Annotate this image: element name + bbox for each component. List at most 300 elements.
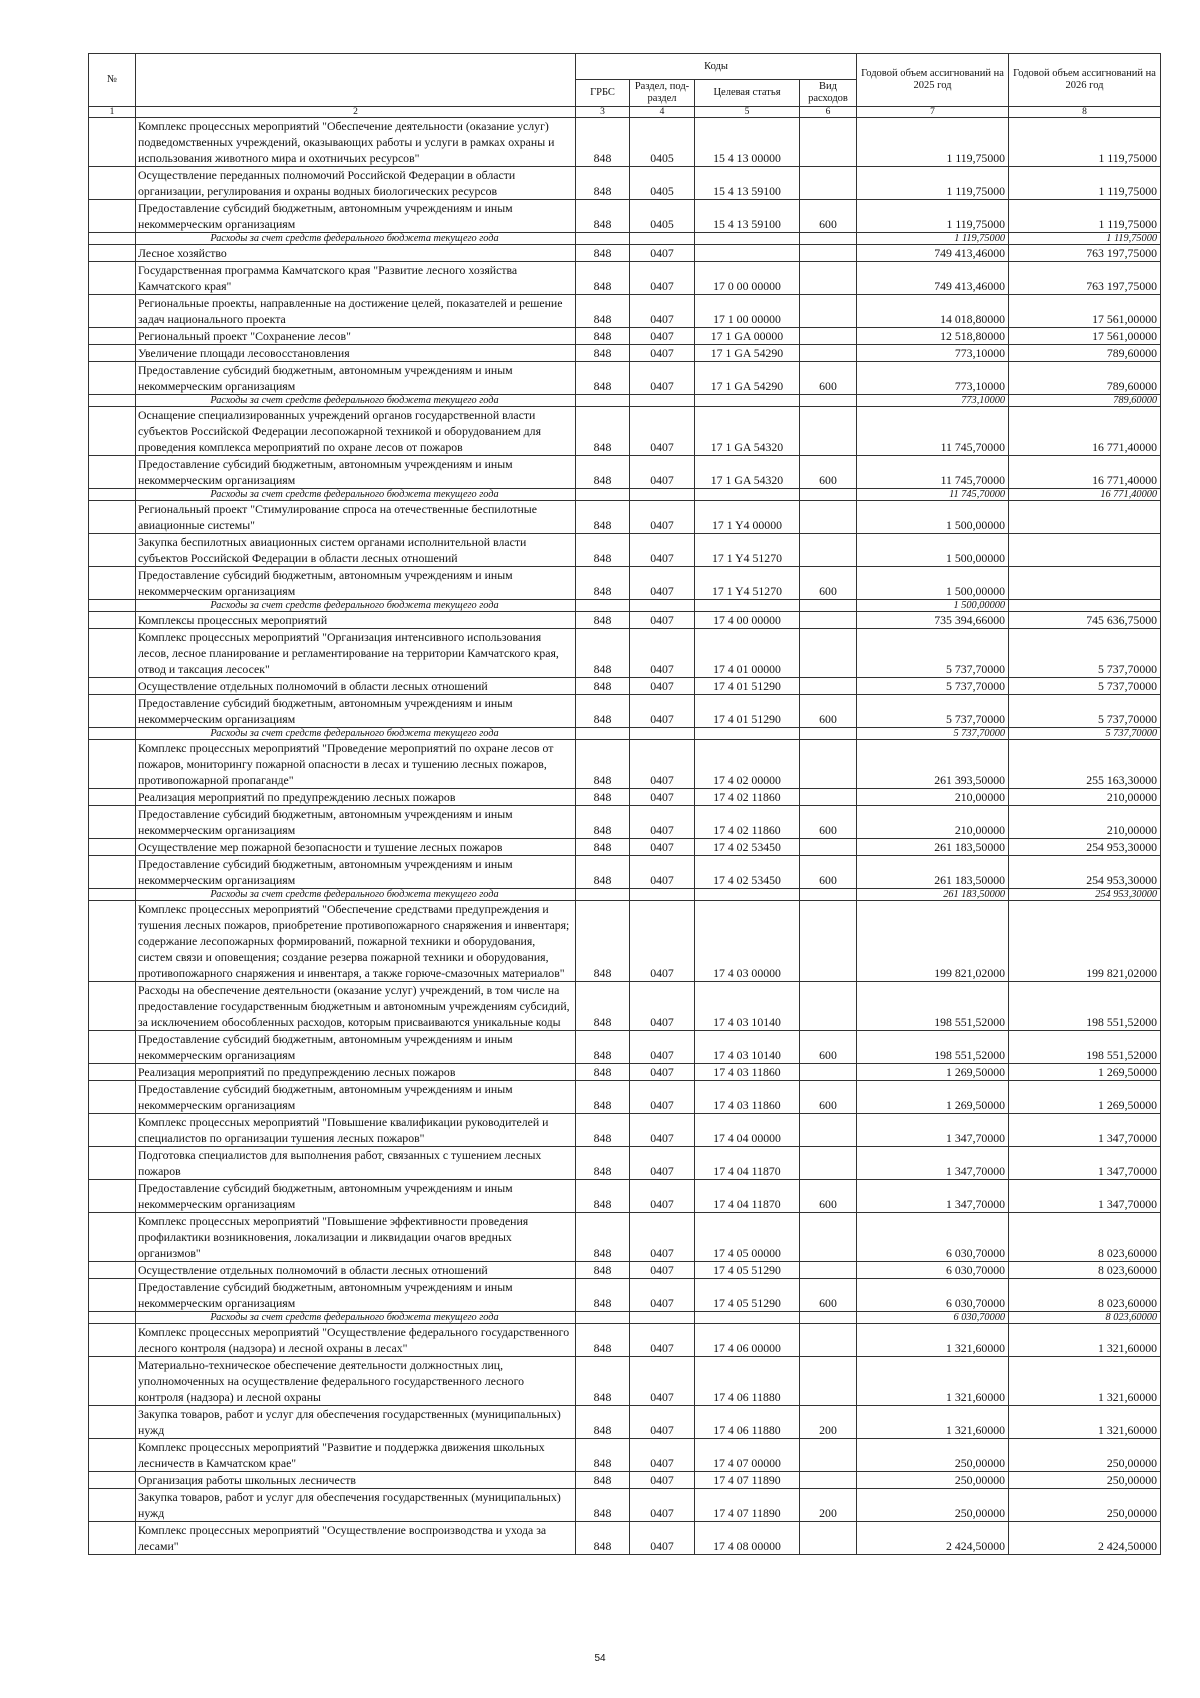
column-number: 1: [89, 107, 136, 118]
cell-y2026: 210,00000: [1009, 789, 1161, 806]
cell-y2025: 1 321,60000: [857, 1406, 1009, 1439]
cell-number: [89, 695, 136, 728]
cell-name: Комплекс процессных мероприятий "Обеспечение средствами предупреждения и тушения лесных пожаров, приобретение противопожарного снаряжения и инвентаря; содержание лесопожарных формирований, пожарной техники и оборудования, систем связи и оповещения; создание резерва пожарной техники и оборудования, противопожарного снаряжения и инвентаря, а также горюче-смазочных материалов": [136, 901, 576, 982]
cell-y2026: [1009, 534, 1161, 567]
cell-cel: 17 4 03 10140: [695, 982, 800, 1031]
page-number: 54: [594, 1653, 606, 1664]
table-row: [89, 982, 1161, 1031]
cell-number: [89, 345, 136, 362]
cell-y2025: 5 737,70000: [857, 728, 1009, 740]
cell-razdel: 0407: [630, 695, 695, 728]
cell-cel: 17 1 GA 54290: [695, 362, 800, 395]
cell-y2025: 261 393,50000: [857, 740, 1009, 789]
budget-table-sheet: [88, 53, 1160, 1555]
cell-number: [89, 1031, 136, 1064]
cell-number: [89, 1064, 136, 1081]
cell-razdel: 0407: [630, 245, 695, 262]
cell-name: Комплекс процессных мероприятий "Повышение квалификации руководителей и специалистов по организации тушения лесных пожаров": [136, 1114, 576, 1147]
cell-y2025: 12 518,80000: [857, 328, 1009, 345]
table-row: [89, 534, 1161, 567]
cell-y2026: 17 561,00000: [1009, 295, 1161, 328]
cell-grbs: 848: [576, 1357, 630, 1406]
cell-number: [89, 600, 136, 612]
cell-y2026: 250,00000: [1009, 1439, 1161, 1472]
cell-razdel: [630, 489, 695, 501]
cell-y2025: 261 183,50000: [857, 856, 1009, 889]
cell-y2025: 1 500,00000: [857, 534, 1009, 567]
cell-y2026: 5 737,70000: [1009, 629, 1161, 678]
cell-cel: [695, 233, 800, 245]
cell-cel: [695, 600, 800, 612]
table-row: [89, 1114, 1161, 1147]
cell-y2025: 11 745,70000: [857, 407, 1009, 456]
cell-y2025: 250,00000: [857, 1439, 1009, 1472]
cell-grbs: 848: [576, 200, 630, 233]
table-row: [89, 740, 1161, 789]
cell-y2026: 789,60000: [1009, 395, 1161, 407]
cell-number: [89, 1439, 136, 1472]
cell-cel: 17 4 02 53450: [695, 856, 800, 889]
cell-grbs: 848: [576, 1262, 630, 1279]
cell-vid: [800, 728, 857, 740]
header-2026: Годовой объем ассигнований на 2026 год: [1009, 54, 1161, 107]
cell-y2026: 5 737,70000: [1009, 728, 1161, 740]
cell-y2025: 5 737,70000: [857, 695, 1009, 728]
cell-y2026: 1 119,75000: [1009, 118, 1161, 167]
cell-vid: [800, 233, 857, 245]
cell-razdel: 0407: [630, 982, 695, 1031]
cell-y2025: 1 119,75000: [857, 200, 1009, 233]
cell-cel: [695, 889, 800, 901]
cell-vid: [800, 839, 857, 856]
table-row: [89, 1406, 1161, 1439]
cell-grbs: 848: [576, 1147, 630, 1180]
cell-vid: 600: [800, 1279, 857, 1312]
table-row: [89, 1031, 1161, 1064]
cell-vid: 600: [800, 1081, 857, 1114]
cell-y2025: 250,00000: [857, 1489, 1009, 1522]
cell-name: Комплекс процессных мероприятий "Развитие и поддержка движения школьных лесничеств в Камчатском крае": [136, 1439, 576, 1472]
cell-number: [89, 245, 136, 262]
cell-razdel: 0407: [630, 1114, 695, 1147]
cell-vid: [800, 629, 857, 678]
cell-vid: [800, 1213, 857, 1262]
cell-y2025: 773,10000: [857, 345, 1009, 362]
header-2025: Годовой объем ассигнований на 2025 год: [857, 54, 1009, 107]
cell-number: [89, 1312, 136, 1324]
cell-vid: [800, 167, 857, 200]
column-number: 8: [1009, 107, 1161, 118]
cell-name: Осуществление переданных полномочий Российской Федерации в области организации, регулирования и охраны водных биологических ресурсов: [136, 167, 576, 200]
cell-vid: [800, 1312, 857, 1324]
cell-vid: [800, 1114, 857, 1147]
cell-vid: [800, 262, 857, 295]
cell-y2025: 1 347,70000: [857, 1180, 1009, 1213]
cell-name: Организация работы школьных лесничеств: [136, 1472, 576, 1489]
cell-number: [89, 200, 136, 233]
header-codes: Коды: [576, 54, 857, 80]
cell-cel: 17 4 05 51290: [695, 1262, 800, 1279]
cell-vid: [800, 1324, 857, 1357]
table-row: [89, 1213, 1161, 1262]
cell-y2025: 199 821,02000: [857, 901, 1009, 982]
cell-number: [89, 728, 136, 740]
table-row: [89, 362, 1161, 395]
cell-name: Закупка товаров, работ и услуг для обеспечения государственных (муниципальных) нужд: [136, 1489, 576, 1522]
cell-razdel: 0407: [630, 328, 695, 345]
cell-y2025: 6 030,70000: [857, 1279, 1009, 1312]
cell-vid: [800, 345, 857, 362]
table-row: [89, 345, 1161, 362]
cell-grbs: 848: [576, 1031, 630, 1064]
cell-y2025: 6 030,70000: [857, 1213, 1009, 1262]
column-number: 2: [136, 107, 576, 118]
cell-grbs: [576, 728, 630, 740]
cell-y2025: 261 183,50000: [857, 889, 1009, 901]
cell-vid: 600: [800, 362, 857, 395]
cell-name: Подготовка специалистов для выполнения работ, связанных с тушением лесных пожаров: [136, 1147, 576, 1180]
cell-razdel: 0407: [630, 1213, 695, 1262]
cell-y2025: 198 551,52000: [857, 1031, 1009, 1064]
cell-grbs: 848: [576, 1180, 630, 1213]
cell-grbs: 848: [576, 295, 630, 328]
cell-y2025: 749 413,46000: [857, 245, 1009, 262]
header-razdel: Раздел, под-раздел: [630, 80, 695, 107]
cell-grbs: [576, 600, 630, 612]
cell-number: [89, 1180, 136, 1213]
cell-name: Расходы на обеспечение деятельности (оказание услуг) учреждений, в том числе на предоставление государственным бюджетным и автономным учреждениям субсидий, за исключением обособленных расходов, которым присваиваются уникальные коды: [136, 982, 576, 1031]
cell-name: Расходы за счет средств федерального бюджета текущего года: [136, 489, 576, 501]
cell-vid: [800, 1262, 857, 1279]
cell-y2025: 749 413,46000: [857, 262, 1009, 295]
cell-cel: 17 1 00 00000: [695, 295, 800, 328]
cell-y2026: 1 347,70000: [1009, 1147, 1161, 1180]
cell-grbs: 848: [576, 839, 630, 856]
cell-y2026: 255 163,30000: [1009, 740, 1161, 789]
cell-razdel: 0407: [630, 407, 695, 456]
cell-cel: 17 4 05 00000: [695, 1213, 800, 1262]
cell-y2025: 1 119,75000: [857, 167, 1009, 200]
cell-y2025: 1 347,70000: [857, 1147, 1009, 1180]
cell-y2025: 6 030,70000: [857, 1312, 1009, 1324]
cell-number: [89, 1213, 136, 1262]
cell-razdel: 0407: [630, 740, 695, 789]
cell-vid: [800, 889, 857, 901]
cell-y2026: 1 321,60000: [1009, 1357, 1161, 1406]
cell-name: Региональный проект "Сохранение лесов": [136, 328, 576, 345]
cell-grbs: 848: [576, 612, 630, 629]
cell-cel: 17 1 GA 00000: [695, 328, 800, 345]
table-row: [89, 262, 1161, 295]
federal-funds-row: [89, 1312, 1161, 1324]
cell-name: Региональный проект "Стимулирование спроса на отечественные беспилотные авиационные системы": [136, 501, 576, 534]
cell-vid: 200: [800, 1489, 857, 1522]
cell-razdel: 0405: [630, 200, 695, 233]
cell-cel: 17 1 Y4 51270: [695, 567, 800, 600]
header-vid: Вид расходов: [800, 80, 857, 107]
table-row: [89, 839, 1161, 856]
cell-y2025: 735 394,66000: [857, 612, 1009, 629]
cell-number: [89, 395, 136, 407]
federal-funds-row: [89, 489, 1161, 501]
cell-number: [89, 328, 136, 345]
cell-y2025: 11 745,70000: [857, 489, 1009, 501]
cell-razdel: 0405: [630, 167, 695, 200]
cell-grbs: 848: [576, 262, 630, 295]
cell-grbs: 848: [576, 1081, 630, 1114]
table-row: [89, 295, 1161, 328]
cell-number: [89, 1406, 136, 1439]
cell-razdel: 0407: [630, 501, 695, 534]
cell-razdel: 0407: [630, 1147, 695, 1180]
cell-name: Комплекс процессных мероприятий "Осуществление федерального государственного лесного контроля (надзора) и лесной охраны в лесах": [136, 1324, 576, 1357]
cell-y2026: 1 347,70000: [1009, 1180, 1161, 1213]
cell-vid: [800, 1472, 857, 1489]
cell-razdel: 0407: [630, 839, 695, 856]
cell-razdel: [630, 600, 695, 612]
table-row: [89, 501, 1161, 534]
cell-vid: 200: [800, 1406, 857, 1439]
cell-number: [89, 489, 136, 501]
cell-razdel: 0407: [630, 1406, 695, 1439]
cell-name: Предоставление субсидий бюджетным, автономным учреждениям и иным некоммерческим организациям: [136, 806, 576, 839]
cell-name: Региональные проекты, направленные на достижение целей, показателей и решение задач национального проекта: [136, 295, 576, 328]
cell-number: [89, 262, 136, 295]
table-row: [89, 789, 1161, 806]
cell-y2026: 8 023,60000: [1009, 1262, 1161, 1279]
cell-vid: [800, 600, 857, 612]
cell-grbs: 848: [576, 740, 630, 789]
cell-y2025: 773,10000: [857, 395, 1009, 407]
cell-y2025: 1 500,00000: [857, 567, 1009, 600]
table-row: [89, 167, 1161, 200]
cell-cel: 17 4 03 00000: [695, 901, 800, 982]
cell-vid: 600: [800, 1180, 857, 1213]
cell-grbs: [576, 489, 630, 501]
cell-cel: 17 4 00 00000: [695, 612, 800, 629]
cell-number: [89, 1147, 136, 1180]
cell-razdel: 0407: [630, 1262, 695, 1279]
table-row: [89, 1262, 1161, 1279]
table-row: [89, 1439, 1161, 1472]
cell-y2026: 254 953,30000: [1009, 856, 1161, 889]
column-number: 6: [800, 107, 857, 118]
cell-cel: 17 4 07 11890: [695, 1489, 800, 1522]
cell-razdel: 0407: [630, 789, 695, 806]
cell-y2026: [1009, 567, 1161, 600]
cell-y2026: 254 953,30000: [1009, 889, 1161, 901]
cell-grbs: 848: [576, 501, 630, 534]
cell-name: Комплекс процессных мероприятий "Повышение эффективности проведения профилактики возникновения, локализации и ликвидации очагов вредных организмов": [136, 1213, 576, 1262]
cell-razdel: 0407: [630, 1522, 695, 1555]
cell-razdel: 0407: [630, 1357, 695, 1406]
cell-grbs: 848: [576, 1213, 630, 1262]
cell-y2026: 254 953,30000: [1009, 839, 1161, 856]
cell-cel: 15 4 13 00000: [695, 118, 800, 167]
cell-grbs: 848: [576, 167, 630, 200]
cell-razdel: [630, 1312, 695, 1324]
cell-number: [89, 629, 136, 678]
cell-y2026: 789,60000: [1009, 345, 1161, 362]
cell-grbs: 848: [576, 345, 630, 362]
cell-number: [89, 901, 136, 982]
cell-grbs: 848: [576, 362, 630, 395]
cell-y2026: 1 119,75000: [1009, 167, 1161, 200]
cell-name: Закупка беспилотных авиационных систем органами исполнительной власти субъектов Российской Федерации в области лесных отношений: [136, 534, 576, 567]
federal-funds-row: [89, 728, 1161, 740]
cell-razdel: 0407: [630, 629, 695, 678]
cell-number: [89, 1081, 136, 1114]
cell-y2026: [1009, 501, 1161, 534]
table-row: [89, 1489, 1161, 1522]
cell-cel: 17 4 02 00000: [695, 740, 800, 789]
cell-grbs: 848: [576, 534, 630, 567]
table-row: [89, 567, 1161, 600]
cell-vid: 600: [800, 200, 857, 233]
cell-y2026: 763 197,75000: [1009, 262, 1161, 295]
cell-y2026: 210,00000: [1009, 806, 1161, 839]
cell-y2026: 1 347,70000: [1009, 1114, 1161, 1147]
cell-y2026: 250,00000: [1009, 1489, 1161, 1522]
cell-vid: 600: [800, 695, 857, 728]
cell-name: Реализация мероприятий по предупреждению лесных пожаров: [136, 1064, 576, 1081]
cell-y2026: 1 321,60000: [1009, 1324, 1161, 1357]
cell-number: [89, 839, 136, 856]
cell-cel: 17 1 GA 54290: [695, 345, 800, 362]
cell-razdel: 0407: [630, 1081, 695, 1114]
cell-vid: 600: [800, 1031, 857, 1064]
cell-y2026: 16 771,40000: [1009, 456, 1161, 489]
cell-number: [89, 889, 136, 901]
cell-vid: [800, 534, 857, 567]
cell-name: Осуществление мер пожарной безопасности и тушение лесных пожаров: [136, 839, 576, 856]
cell-name: Комплексы процессных мероприятий: [136, 612, 576, 629]
cell-y2026: [1009, 600, 1161, 612]
cell-name: Комплекс процессных мероприятий "Проведение мероприятий по охране лесов от пожаров, мониторингу пожарной опасности в лесах и тушению лесных пожаров, противопожарной пропаганде": [136, 740, 576, 789]
cell-vid: [800, 328, 857, 345]
cell-name: Закупка товаров, работ и услуг для обеспечения государственных (муниципальных) нужд: [136, 1406, 576, 1439]
cell-cel: 17 4 03 10140: [695, 1031, 800, 1064]
cell-cel: 17 4 01 00000: [695, 629, 800, 678]
cell-number: [89, 1324, 136, 1357]
cell-razdel: 0407: [630, 567, 695, 600]
cell-vid: [800, 1357, 857, 1406]
cell-cel: [695, 728, 800, 740]
cell-grbs: 848: [576, 456, 630, 489]
cell-razdel: 0407: [630, 678, 695, 695]
cell-grbs: 848: [576, 567, 630, 600]
cell-number: [89, 233, 136, 245]
cell-name: Комплекс процессных мероприятий "Организация интенсивного использования лесов, лесное планирование и регламентирование на территории Камчатского края, отвод и таксация лесосек": [136, 629, 576, 678]
cell-grbs: [576, 1312, 630, 1324]
table-row: [89, 407, 1161, 456]
cell-vid: [800, 740, 857, 789]
cell-grbs: 848: [576, 407, 630, 456]
cell-name: Предоставление субсидий бюджетным, автономным учреждениям и иным некоммерческим организациям: [136, 1279, 576, 1312]
cell-y2025: 14 018,80000: [857, 295, 1009, 328]
cell-y2025: 1 321,60000: [857, 1357, 1009, 1406]
cell-name: Расходы за счет средств федерального бюджета текущего года: [136, 600, 576, 612]
cell-number: [89, 167, 136, 200]
cell-name: Предоставление субсидий бюджетным, автономным учреждениям и иным некоммерческим организациям: [136, 200, 576, 233]
column-number: 3: [576, 107, 630, 118]
table-row: [89, 1472, 1161, 1489]
table-row: [89, 1180, 1161, 1213]
cell-number: [89, 856, 136, 889]
cell-razdel: 0407: [630, 1324, 695, 1357]
cell-y2026: 8 023,60000: [1009, 1213, 1161, 1262]
cell-cel: 17 1 Y4 51270: [695, 534, 800, 567]
cell-razdel: 0407: [630, 1064, 695, 1081]
cell-y2026: 5 737,70000: [1009, 678, 1161, 695]
cell-cel: 17 4 07 11890: [695, 1472, 800, 1489]
cell-cel: 17 4 04 11870: [695, 1180, 800, 1213]
cell-razdel: 0407: [630, 1472, 695, 1489]
cell-y2025: 1 500,00000: [857, 600, 1009, 612]
cell-y2025: 1 269,50000: [857, 1064, 1009, 1081]
header-number: №: [89, 54, 136, 107]
cell-cel: [695, 489, 800, 501]
cell-name: Расходы за счет средств федерального бюджета текущего года: [136, 233, 576, 245]
cell-grbs: 848: [576, 328, 630, 345]
header-name: [136, 54, 576, 107]
cell-number: [89, 362, 136, 395]
cell-grbs: 848: [576, 245, 630, 262]
cell-y2025: 11 745,70000: [857, 456, 1009, 489]
cell-grbs: [576, 233, 630, 245]
cell-y2025: 1 321,60000: [857, 1324, 1009, 1357]
cell-razdel: 0407: [630, 856, 695, 889]
cell-cel: 17 1 Y4 00000: [695, 501, 800, 534]
table-row: [89, 328, 1161, 345]
cell-grbs: 848: [576, 118, 630, 167]
cell-grbs: [576, 889, 630, 901]
cell-razdel: 0407: [630, 534, 695, 567]
cell-y2026: 1 321,60000: [1009, 1406, 1161, 1439]
cell-vid: [800, 612, 857, 629]
cell-y2026: 198 551,52000: [1009, 1031, 1161, 1064]
cell-name: Реализация мероприятий по предупреждению лесных пожаров: [136, 789, 576, 806]
cell-y2026: 1 119,75000: [1009, 233, 1161, 245]
cell-vid: [800, 395, 857, 407]
cell-name: Расходы за счет средств федерального бюджета текущего года: [136, 1312, 576, 1324]
cell-name: Предоставление субсидий бюджетным, автономным учреждениям и иным некоммерческим организациям: [136, 1031, 576, 1064]
cell-y2025: 1 119,75000: [857, 233, 1009, 245]
column-number: 7: [857, 107, 1009, 118]
cell-y2026: 1 269,50000: [1009, 1064, 1161, 1081]
cell-vid: [800, 407, 857, 456]
cell-razdel: [630, 233, 695, 245]
cell-grbs: [576, 395, 630, 407]
cell-y2025: 2 424,50000: [857, 1522, 1009, 1555]
cell-grbs: 848: [576, 1064, 630, 1081]
cell-y2026: 8 023,60000: [1009, 1312, 1161, 1324]
cell-y2026: 16 771,40000: [1009, 489, 1161, 501]
cell-y2026: 8 023,60000: [1009, 1279, 1161, 1312]
cell-name: Осуществление отдельных полномочий в области лесных отношений: [136, 678, 576, 695]
cell-vid: 600: [800, 806, 857, 839]
cell-cel: 17 4 02 53450: [695, 839, 800, 856]
cell-vid: [800, 1147, 857, 1180]
federal-funds-row: [89, 600, 1161, 612]
cell-number: [89, 1357, 136, 1406]
cell-cel: 17 4 06 11880: [695, 1406, 800, 1439]
cell-y2026: 250,00000: [1009, 1472, 1161, 1489]
cell-number: [89, 1114, 136, 1147]
cell-grbs: 848: [576, 1439, 630, 1472]
table-row: [89, 678, 1161, 695]
cell-vid: [800, 501, 857, 534]
